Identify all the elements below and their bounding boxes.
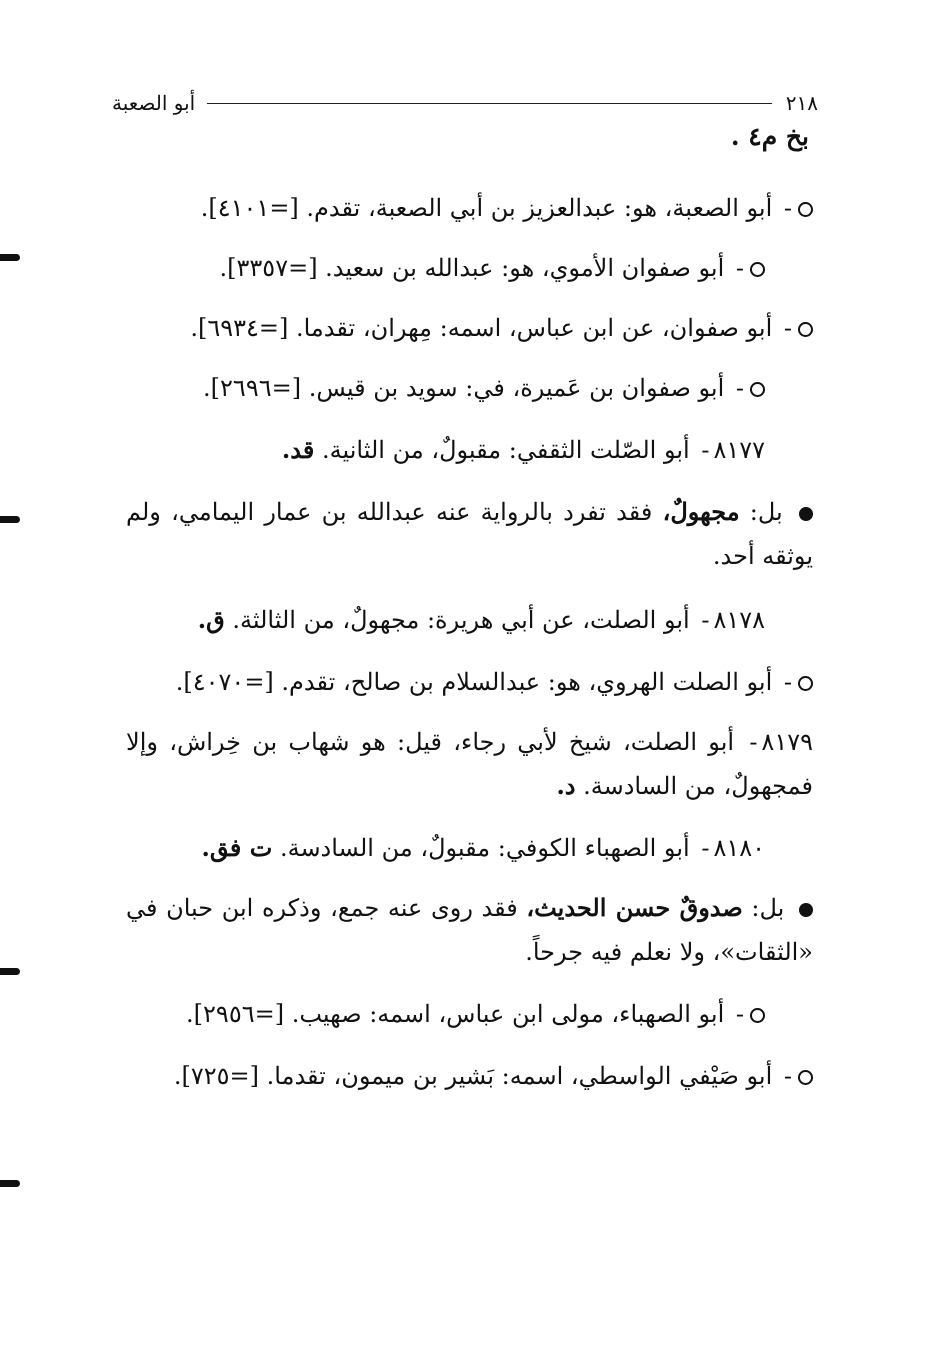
reference-entry: - أبو صفوان بن عَميرة، في: سويد بن قيس. [=٢٦٩٦].	[126, 366, 765, 410]
reference-entry: - أبو صفوان، عن ابن عباس، اسمه: مِهران، تقدما. [=٦٩٣٤].	[126, 306, 813, 350]
reference-entry: - أبو صفوان الأموي، هو: عبدالله بن سعيد. [=٣٣٥٧].	[126, 246, 765, 290]
entry-text: أبو صفوان الأموي، هو: عبدالله بن سعيد. [=٣٣٥٧].	[219, 254, 725, 282]
continuation-line: بخ م٤ .	[730, 122, 809, 151]
entry-sigla: قد.	[281, 435, 315, 464]
scan-edge-mark	[0, 1180, 20, 1187]
entry-sigla: د.	[556, 771, 576, 800]
hollow-circle-icon	[798, 322, 813, 337]
running-header	[112, 88, 818, 118]
hollow-circle-icon	[798, 676, 813, 691]
comment-verdict: مجهولٌ،	[662, 497, 740, 526]
comment-verdict: صدوقٌ حسن الحديث،	[526, 893, 743, 922]
numbered-entry: ٨١٧٧- أبو الصّلت الثقفي: مقبولٌ، من الثانية. قد.	[281, 435, 765, 464]
entry-text: أبو الصهباء الكوفي: مقبولٌ، من السادسة.	[279, 834, 690, 862]
entry-text: أبو الصلت الهروي، هو: عبدالسلام بن صالح، تقدم. [=٤٠٧٠].	[175, 668, 773, 696]
header-rule	[207, 103, 772, 104]
hollow-circle-icon	[798, 1070, 813, 1085]
entry-number: ٨١٧٩	[761, 728, 813, 756]
comment-lead: بل:	[749, 498, 783, 526]
entry-number: ٨١٧٨	[713, 606, 765, 634]
entry-number: ٨١٧٧	[713, 436, 765, 464]
hollow-circle-icon	[750, 1008, 765, 1023]
comment-lead: بل:	[751, 894, 785, 922]
numbered-entry: ٨١٨٠- أبو الصهباء الكوفي: مقبولٌ، من السادسة. ت فق.	[201, 833, 765, 862]
numbered-entry: ٨١٧٩- أبو الصلت، شيخ لأبي رجاء، قيل: هو شهاب بن خِراش، وإلا فمجهولٌ، من السادسة. د.	[126, 728, 813, 800]
comment-text: فقد روى عنه جمع، وذكره ابن حبان في «الثقات»، ولا نعلم فيه جرحاً.	[126, 894, 813, 966]
hollow-circle-icon	[798, 202, 813, 217]
scan-edge-mark	[0, 516, 20, 523]
entry-text: أبو صفوان بن عَميرة، في: سويد بن قيس. [=٢٦٩٦].	[203, 374, 725, 402]
comment-entry	[126, 886, 813, 974]
entry-text: أبو صَيْفي الواسطي، اسمه: بَشير بن ميمون، تقدما. [=٧٢٥].	[173, 1062, 773, 1090]
entry-number: ٨١٨٠	[713, 834, 765, 862]
entry-sigla: ت فق.	[201, 833, 273, 862]
reference-entry: - أبو الصعبة، هو: عبدالعزيز بن أبي الصعبة، تقدم. [=٤١٠١].	[126, 186, 813, 230]
comment-text: فقد تفرد بالرواية عنه عبدالله بن عمار اليمامي، ولم يوثقه أحد.	[126, 498, 813, 570]
hollow-circle-icon	[750, 262, 765, 277]
scan-edge-mark	[0, 968, 20, 975]
entry-text: أبو الصعبة، هو: عبدالعزيز بن أبي الصعبة، تقدم. [=٤١٠١].	[200, 194, 773, 222]
entry-text: أبو الصّلت الثقفي: مقبولٌ، من الثانية.	[322, 436, 690, 464]
reference-entry: - أبو صَيْفي الواسطي، اسمه: بَشير بن ميمون، تقدما. [=٧٢٥].	[150, 1054, 813, 1098]
hollow-circle-icon	[750, 382, 765, 397]
entry-text: أبو الصهباء، مولى ابن عباس، اسمه: صهيب. [=٢٩٥٦].	[186, 1000, 725, 1028]
entry-text: أبو الصلت، عن أبي هريرة: مجهولٌ، من الثالثة.	[232, 606, 690, 634]
reference-entry: - أبو الصهباء، مولى ابن عباس، اسمه: صهيب. [=٢٩٥٦].	[126, 992, 765, 1036]
reference-entry: - أبو الصلت الهروي، هو: عبدالسلام بن صالح، تقدم. [=٤٠٧٠].	[126, 660, 813, 704]
entry-sigla: ق.	[197, 605, 225, 634]
solid-circle-icon	[799, 903, 813, 917]
comment-entry	[126, 490, 813, 578]
scan-edge-mark	[0, 254, 20, 261]
entry-text: أبو الصلت، شيخ لأبي رجاء، قيل: هو شهاب بن خِراش، وإلا فمجهولٌ، من السادسة.	[126, 728, 813, 800]
page-number: ٢١٨	[785, 91, 818, 115]
solid-circle-icon	[799, 507, 813, 521]
running-title: أبو الصعبة	[112, 91, 196, 115]
entry-text: أبو صفوان، عن ابن عباس، اسمه: مِهران، تقدما. [=٦٩٣٤].	[190, 314, 773, 342]
numbered-entry: ٨١٧٨- أبو الصلت، عن أبي هريرة: مجهولٌ، من الثالثة. ق.	[197, 605, 765, 634]
